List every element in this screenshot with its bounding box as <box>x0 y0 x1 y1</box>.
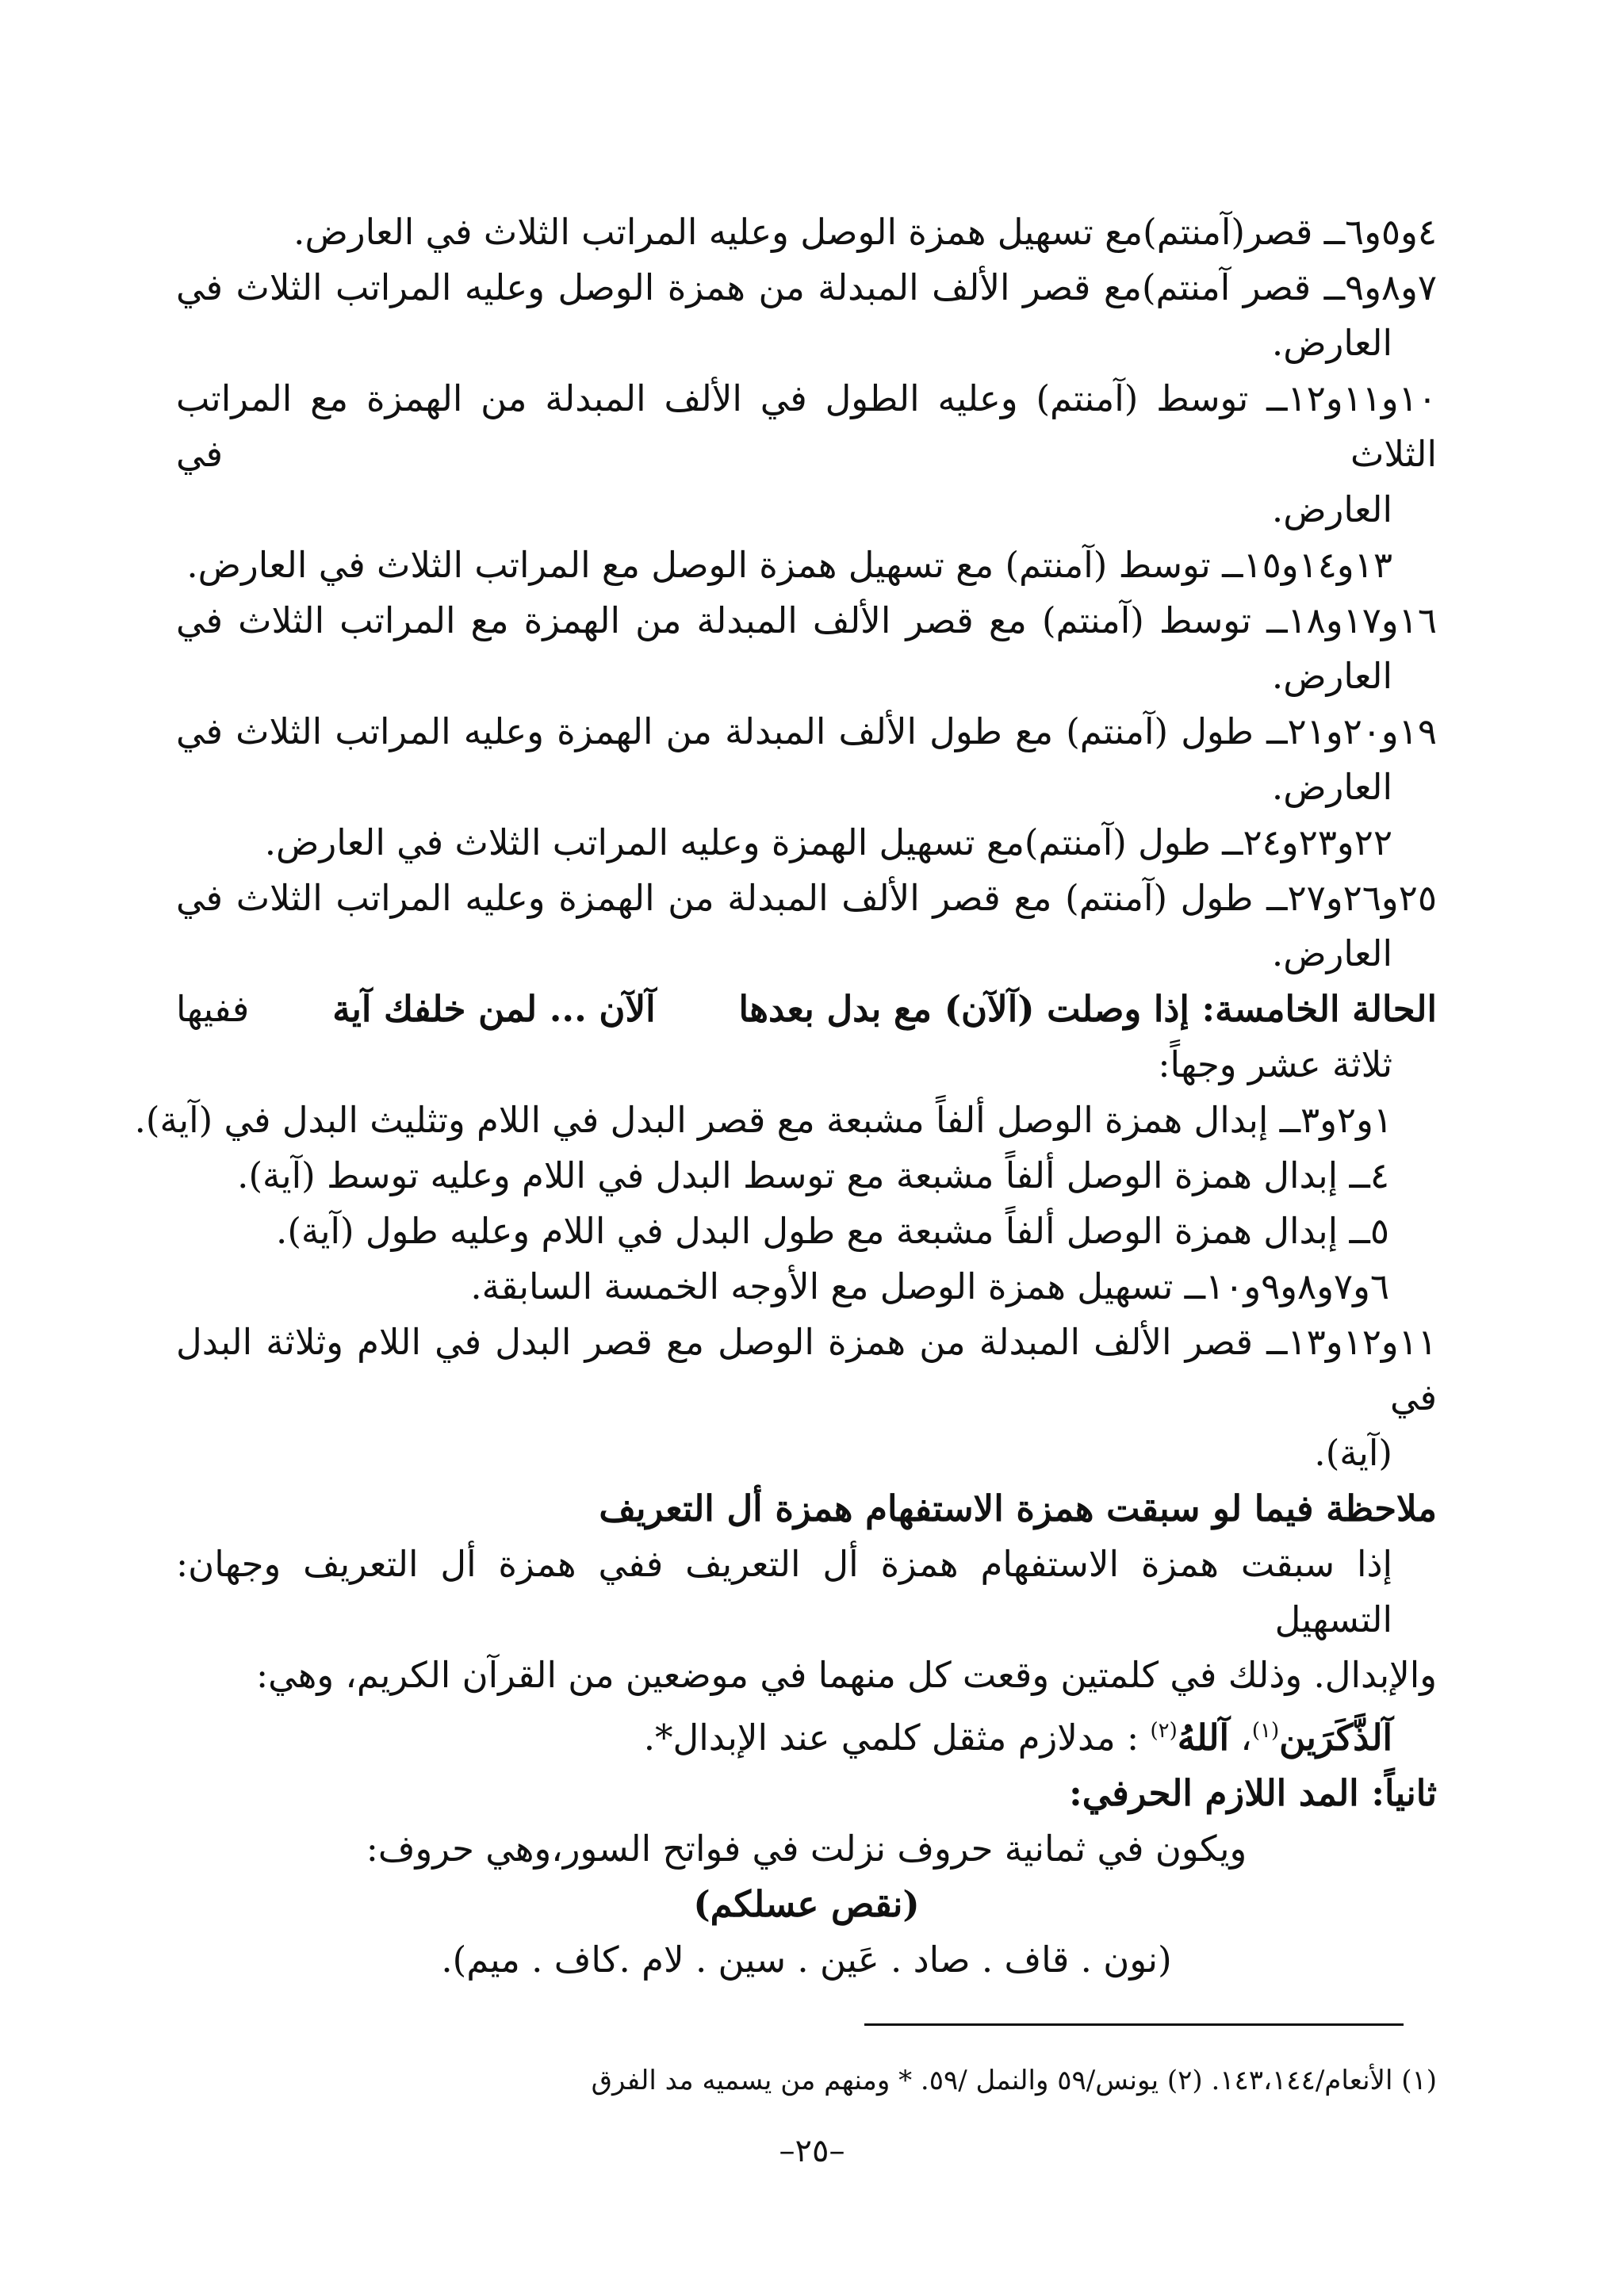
case5-item: ٦و٧و٨و٩و١٠ــ تسهيل همزة الوصل مع الأوجه الخمسة السابقة. <box>470 1265 1389 1307</box>
case5-example: آلآن ... لمن خلفك آية <box>332 988 656 1030</box>
separator: ، <box>1240 1717 1252 1759</box>
text-line: العارض. <box>1271 932 1392 974</box>
case5-item: ٥ــ إبدال همزة الوصل ألفاً مشبعة مع طول البدل في اللام وعليه طول (آية). <box>276 1210 1389 1252</box>
note-tail: : مدلازم مثقل كلمي عند الإبدال*. <box>643 1717 1139 1759</box>
note-paragraph: إذا سبقت همزة الاستفهام همزة أل التعريف ففي همزة أل التعريف وجهان: التسهيل <box>176 1543 1392 1640</box>
case5-heading-line <box>176 982 1437 1037</box>
text-line: ٢٥و٢٦و٢٧ــ طول (آمنتم) مع قصر الألف المبدلة من الهمزة وعليه المراتب الثلاث في <box>176 877 1437 919</box>
case5-item-cont: (آية). <box>1314 1432 1392 1474</box>
case5-count: ثلاثة عشر وجهاً: <box>1158 1043 1392 1085</box>
footnote-divider <box>864 2023 1404 2026</box>
letters-group: (نقص عسلكم) <box>693 1883 920 1925</box>
text-line: العارض. <box>1271 488 1392 530</box>
footnote-ref: (٢) <box>1150 1719 1178 1743</box>
text-line: ٧و٨و٩ــ قصر آمنتم)مع قصر الألف المبدلة من همزة الوصل وعليه المراتب الثلاث في <box>176 266 1437 308</box>
text-line: ٢٢و٢٣و٢٤ــ طول (آمنتم)مع تسهيل الهمزة وعليه المراتب الثلاث في العارض. <box>264 821 1392 863</box>
letters-list: (نون . قاف . صاد . عَين . سين . لام .كاف . ميم). <box>441 1939 1172 1981</box>
note-heading: ملاحظة فيما لو سبقت همزة الاستفهام همزة أل التعريف <box>599 1487 1437 1529</box>
text-line: ١٠و١١و١٢ــ توسط (آمنتم) وعليه الطول في الألف المبدلة من الهمزة مع المراتب الثلاث في <box>176 377 1437 475</box>
footnote: (١) الأنعام/١٤٣،١٤٤. (٢) يونس/٥٩ والنمل /٥٩. * ومنهم من يسميه مد الفرق <box>591 2065 1437 2096</box>
case5-item: ٤ــ إبدال همزة الوصل ألفاً مشبعة مع توسط البدل في اللام وعليه توسط (آية). <box>237 1154 1389 1196</box>
text-line: ١٦و١٧و١٨ــ توسط (آمنتم) مع قصر الألف المبدلة من الهمزة مع المراتب الثلاث في <box>176 599 1437 641</box>
page-number: –٢٥– <box>779 2133 845 2169</box>
text-line: ١٩و٢٠و٢١ــ طول (آمنتم) مع طول الألف المبدلة من الهمزة وعليه المراتب الثلاث في <box>176 710 1437 752</box>
body-text <box>134 205 1437 1988</box>
footnote-ref: (١) <box>1251 1719 1280 1743</box>
case5-item: ١١و١٢و١٣ــ قصر الألف المبدلة من همزة الوصل مع قصر البدل في اللام وثلاثة البدل في <box>176 1321 1437 1418</box>
case5-item: ١و٢و٣ــ إبدال همزة الوصل ألفاً مشبعة مع قصر البدل في اللام وتثليث البدل في (آية). <box>134 1099 1392 1141</box>
section-text: ويكون في ثمانية حروف نزلت في فواتح السور،وهي حروف: <box>366 1828 1247 1870</box>
note-examples <box>176 1703 1437 1766</box>
case5-tail: ففيها <box>176 988 250 1030</box>
section-heading: ثانياً: المد اللازم الحرفي: <box>1069 1772 1437 1814</box>
note-paragraph: والإبدال. وذلك في كلمتين وقعت كل منهما في موضعين من القرآن الكريم، وهي: <box>255 1654 1437 1696</box>
text-line: العارض. <box>1271 766 1392 808</box>
text-line: ١٣و١٤و١٥ــ توسط (آمنتم) مع تسهيل همزة الوصل مع المراتب الثلاث في العارض. <box>186 544 1392 586</box>
text-line: ٤و٥و٦ــ قصر(آمنتم)مع تسهيل همزة الوصل وعليه المراتب الثلاث في العارض. <box>293 211 1437 253</box>
quran-word: آللهُ <box>1177 1717 1229 1759</box>
case5-heading: الحالة الخامسة: إذا وصلت (آلآن) مع بدل بعدها <box>738 988 1437 1030</box>
quran-word: آلذَّكَرَين <box>1279 1717 1392 1759</box>
text-line: العارض. <box>1271 655 1392 697</box>
text-line: العارض. <box>1271 322 1392 364</box>
